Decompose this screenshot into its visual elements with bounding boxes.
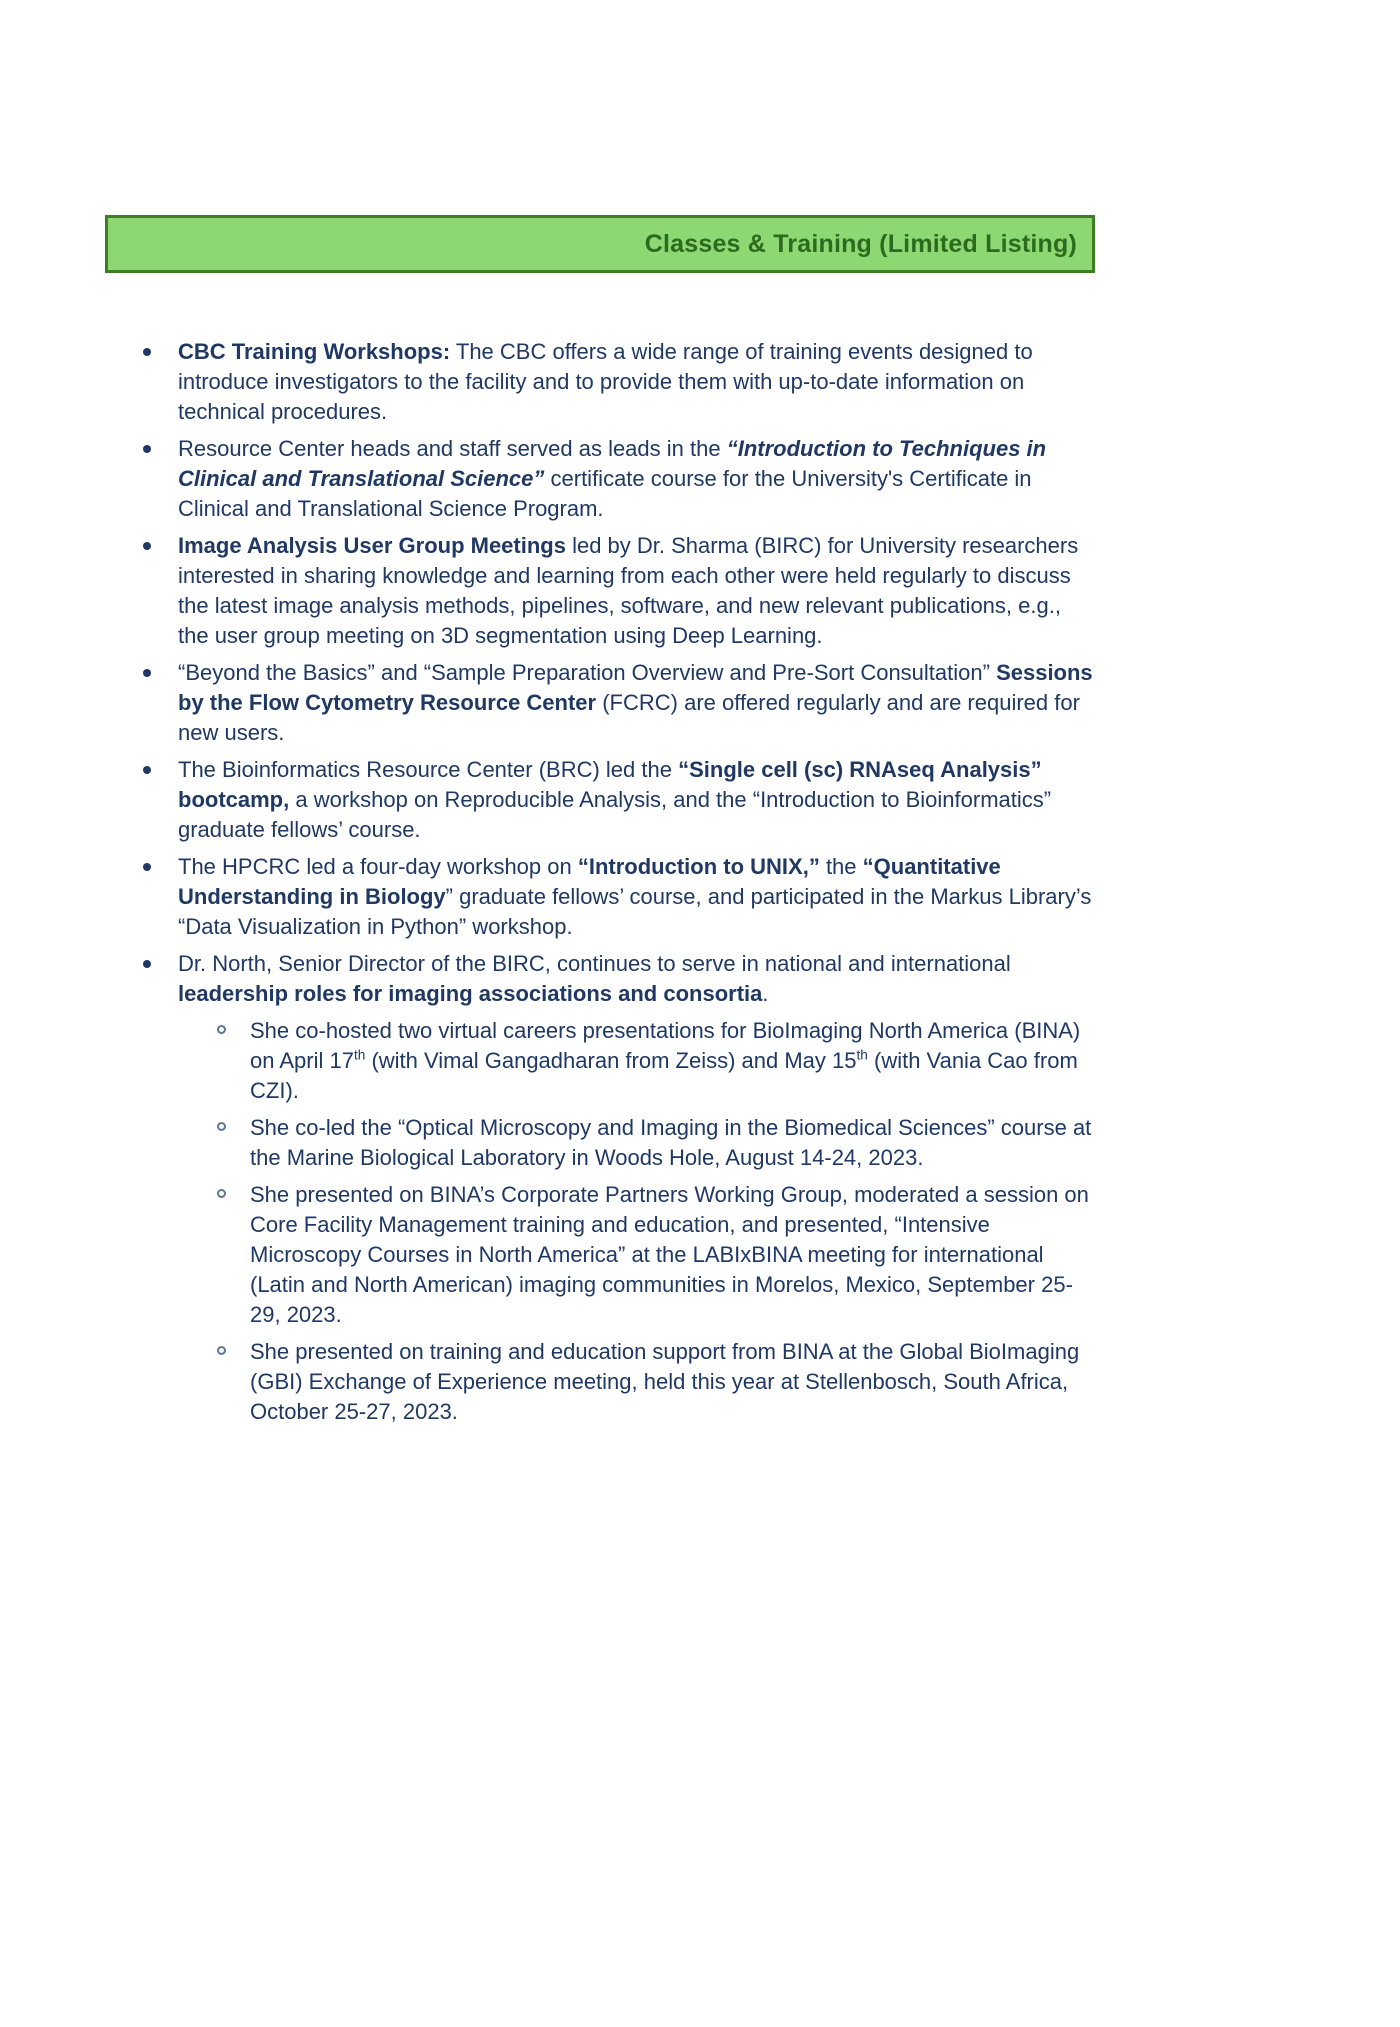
list-item-text: The HPCRC led a four-day workshop on “Introduction to UNIX,” the “Quantitative Understanding in Biology” graduate fellows’ course, and participated in the Markus Library’s “Data Visualization in Python” workshop. xyxy=(178,854,1092,939)
list-item xyxy=(105,852,1095,942)
document-body xyxy=(105,337,1095,1427)
list-item-text: She presented on BINA’s Corporate Partners Working Group, moderated a session on Core Facility Management training and education, and presented, “Intensive Microscopy Courses in North America” at the LABIxBINA meeting for international (Latin and North American) imaging communities in Morelos, Mexico, September 25-29, 2023. xyxy=(250,1182,1089,1327)
section-title: Classes & Training (Limited Listing) xyxy=(644,229,1077,258)
list-item-text: Dr. North, Senior Director of the BIRC, continues to serve in national and international leadership roles for imaging associations and consortia. xyxy=(178,951,1011,1006)
bullet-icon xyxy=(143,445,151,453)
circle-bullet-icon xyxy=(217,1122,226,1131)
sub-list-item xyxy=(105,1113,1095,1173)
list-item xyxy=(105,949,1095,1009)
list-item xyxy=(105,755,1095,845)
list-item xyxy=(105,337,1095,427)
list-item-text: She presented on training and education support from BINA at the Global BioImaging (GBI) Exchange of Experience meeting, held this year at Stellenbosch, South Africa, October 25-27, 2023. xyxy=(250,1339,1080,1424)
sub-list-item xyxy=(105,1180,1095,1330)
list-item-text: Image Analysis User Group Meetings led by Dr. Sharma (BIRC) for University researchers interested in sharing knowledge and learning from each other were held regularly to discuss the latest image analysis methods, pipelines, software, and new relevant publications, e.g., the user group meeting on 3D segmentation using Deep Learning. xyxy=(178,533,1079,648)
list-item-text: “Beyond the Basics” and “Sample Preparation Overview and Pre-Sort Consultation” Sessions by the Flow Cytometry Resource Center (FCRC) are offered regularly and are required for new users. xyxy=(178,660,1093,745)
circle-bullet-icon xyxy=(217,1346,226,1355)
circle-bullet-icon xyxy=(217,1189,226,1198)
section-header-banner xyxy=(105,215,1095,273)
list-item-text: She co-led the “Optical Microscopy and Imaging in the Biomedical Sciences” course at the Marine Biological Laboratory in Woods Hole, August 14-24, 2023. xyxy=(250,1115,1092,1170)
list-item xyxy=(105,658,1095,748)
bullet-icon xyxy=(143,542,151,550)
training-list xyxy=(105,337,1095,1427)
sub-list-item xyxy=(105,1337,1095,1427)
list-item xyxy=(105,434,1095,524)
list-item-text: She co-hosted two virtual careers presentations for BioImaging North America (BINA) on April 17th (with Vimal Gangadharan from Zeiss) and May 15th (with Vania Cao from CZI). xyxy=(250,1018,1081,1103)
bullet-icon xyxy=(143,863,151,871)
list-item-text: CBC Training Workshops: The CBC offers a wide range of training events designed to introduce investigators to the facility and to provide them with up-to-date information on technical procedures. xyxy=(178,339,1033,424)
sub-list-item xyxy=(105,1016,1095,1106)
circle-bullet-icon xyxy=(217,1025,226,1034)
list-item-text: Resource Center heads and staff served as leads in the “Introduction to Techniques in Clinical and Translational Science” certificate course for the University's Certificate in Clinical and Translational Science Program. xyxy=(178,436,1047,521)
bullet-icon xyxy=(143,669,151,677)
bullet-icon xyxy=(143,766,151,774)
bullet-icon xyxy=(143,960,151,968)
list-item-text: The Bioinformatics Resource Center (BRC) led the “Single cell (sc) RNAseq Analysis” bootcamp, a workshop on Reproducible Analysis, and the “Introduction to Bioinformatics” graduate fellows’ course. xyxy=(178,757,1052,842)
bullet-icon xyxy=(143,348,151,356)
list-item xyxy=(105,531,1095,651)
